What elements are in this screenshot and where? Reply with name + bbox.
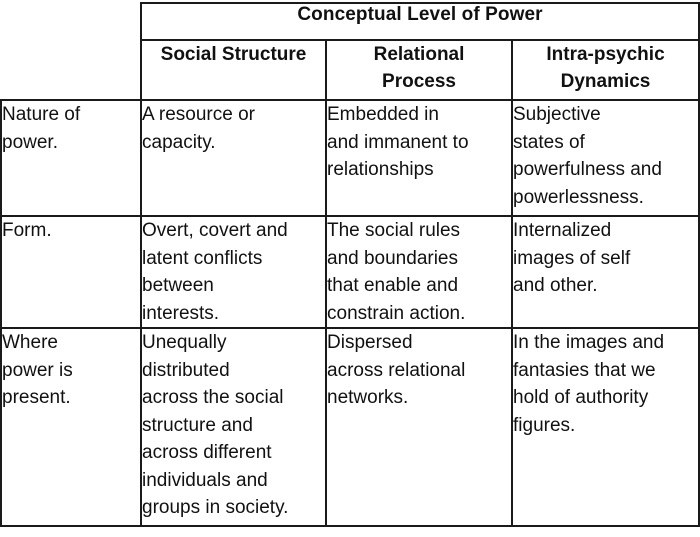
table-cell: Overt, covert and latent conflicts between interests. (141, 216, 326, 328)
table-cell: Internalized images of self and other. (512, 216, 699, 328)
table-cell: Subjective states of powerfulness and powerlessness. (512, 100, 699, 216)
table-cell: Unequally distributed across the social structure and across different individuals and groups in society. (141, 328, 326, 526)
table-cell: Dispersed across relational networks. (326, 328, 512, 526)
column-header-social-structure: Social Structure (141, 40, 326, 100)
table-cell: In the images and fantasies that we hold of authority figures. (512, 328, 699, 526)
table-cell: Embedded in and immanent to relationships (326, 100, 512, 216)
table-row (1, 216, 699, 328)
table-row (1, 328, 699, 526)
super-header: Conceptual Level of Power (141, 3, 699, 40)
super-header-row (1, 3, 699, 40)
row-header-where-power-is-present: Where power is present. (1, 328, 141, 526)
row-header-form: Form. (1, 216, 141, 328)
column-header-relational-process: Relational Process (326, 40, 512, 100)
empty-corner-cell (1, 3, 141, 100)
table-cell: A resource or capacity. (141, 100, 326, 216)
column-header-intra-psychic-dynamics: Intra-psychic Dynamics (512, 40, 699, 100)
power-levels-table (0, 2, 700, 527)
row-header-nature-of-power: Nature of power. (1, 100, 141, 216)
table-cell: The social rules and boundaries that enable and constrain action. (326, 216, 512, 328)
table-row (1, 100, 699, 216)
